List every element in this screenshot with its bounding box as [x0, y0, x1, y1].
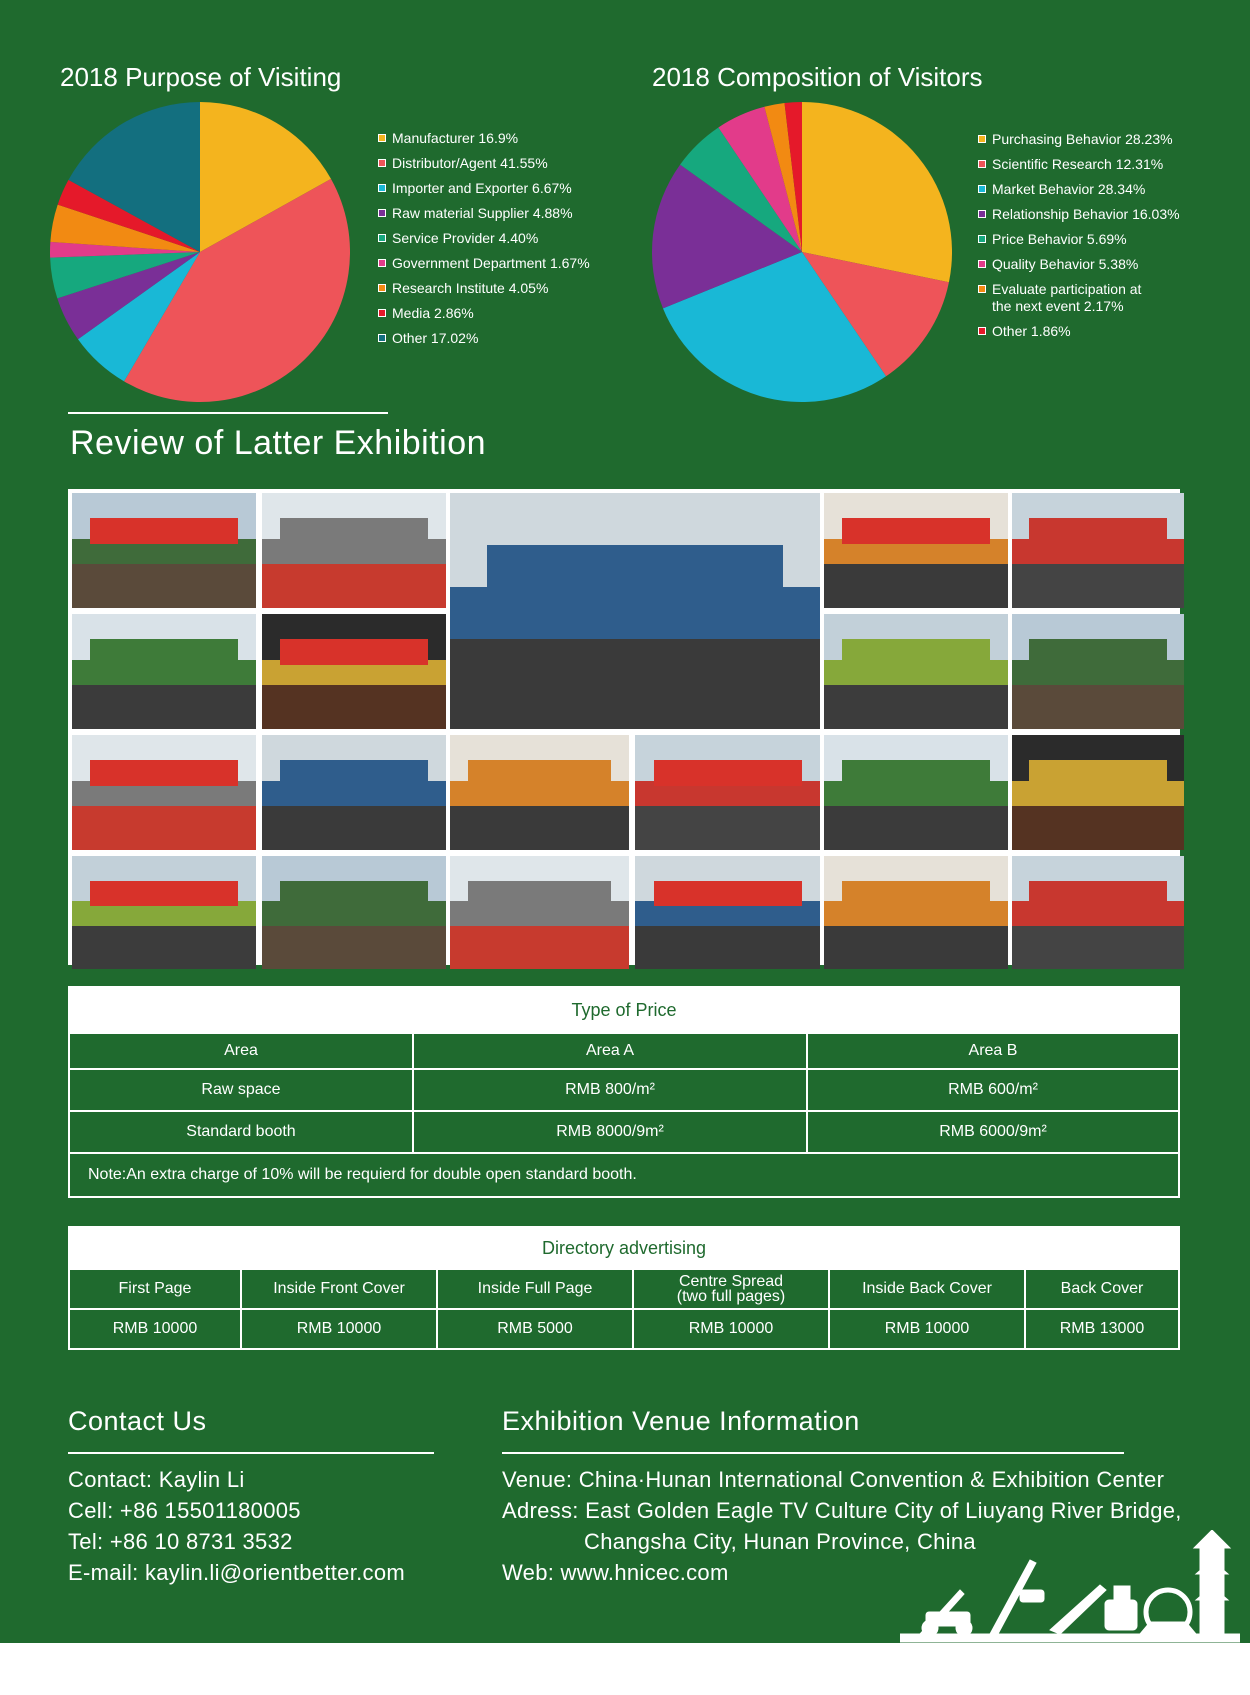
- legend2-swatch-0: [978, 135, 986, 143]
- photo-banner: [90, 639, 237, 664]
- photo-banner: [90, 518, 237, 543]
- legend1-label-1: Distributor/Agent 41.55%: [392, 155, 548, 171]
- exhibition-photo: [824, 493, 1008, 608]
- legend2-swatch-3: [978, 210, 986, 218]
- exhibition-photo: [1012, 856, 1184, 969]
- exhibition-photo: [72, 614, 256, 729]
- bottom-band: [0, 1643, 1250, 1695]
- photo-banner: [1029, 881, 1167, 906]
- exhibition-photo: [262, 735, 446, 850]
- photo-banner: [1029, 760, 1167, 785]
- legend2-swatch-7: [978, 327, 986, 335]
- photo-banner: [280, 518, 427, 543]
- directory-header: Inside Full Page: [437, 1269, 633, 1309]
- legend2-item-7: [978, 323, 1180, 340]
- directory-price: RMB 5000: [437, 1309, 633, 1349]
- legend1-swatch-2: [378, 184, 386, 192]
- photo-banner: [1029, 639, 1167, 664]
- directory-header-centre-main: Centre Spread: [678, 1273, 784, 1290]
- legend1-label-2: Importer and Exporter 6.67%: [392, 180, 572, 196]
- legend2-label-1: Scientific Research 12.31%: [992, 156, 1164, 172]
- exhibition-photo: [824, 735, 1008, 850]
- photo-crowd: [1012, 926, 1184, 969]
- exhibition-photo: [262, 614, 446, 729]
- price-note: Note:An extra charge of 10% will be requierd for double open standard booth.: [69, 1153, 1179, 1197]
- legend1-label-5: Government Department 1.67%: [392, 255, 590, 271]
- legend2-item-6: [978, 281, 1180, 315]
- legend1-item-3: [378, 205, 590, 222]
- directory-price: RMB 10000: [69, 1309, 241, 1349]
- photo-banner: [468, 881, 611, 906]
- legend2-label-4: Price Behavior 5.69%: [992, 231, 1127, 247]
- legend2-item-4: [978, 231, 1180, 248]
- legend1-swatch-7: [378, 309, 386, 317]
- photo-banner: [842, 639, 989, 664]
- legend2-label-3: Relationship Behavior 16.03%: [992, 206, 1180, 222]
- legend2-label-0: Purchasing Behavior 28.23%: [992, 131, 1173, 147]
- legend2-label-7: Other 1.86%: [992, 323, 1071, 339]
- price-row-label: Raw space: [69, 1069, 413, 1111]
- exhibition-photo: [450, 856, 629, 969]
- legend2-item-5: [978, 256, 1180, 273]
- legend-composition: [978, 131, 1180, 348]
- price-cell: RMB 800/m²: [413, 1069, 807, 1111]
- exhibition-photo: [824, 856, 1008, 969]
- directory-header: Back Cover: [1025, 1269, 1179, 1309]
- price-header-area-b: Area B: [807, 1033, 1179, 1069]
- photo-crowd: [450, 926, 629, 969]
- exhibition-photo-gallery: [68, 489, 1180, 965]
- venue-web[interactable]: Web: www.hnicec.com: [502, 1560, 729, 1585]
- photo-crowd: [450, 639, 820, 729]
- venue-address-2: Changsha City, Hunan Province, China: [584, 1529, 976, 1554]
- directory-header: Inside Back Cover: [829, 1269, 1025, 1309]
- exhibition-photo: [450, 493, 820, 729]
- photo-banner: [842, 760, 989, 785]
- legend2-swatch-1: [978, 160, 986, 168]
- exhibition-photo: [1012, 493, 1184, 608]
- garden-tools-illustration-icon: [900, 1530, 1240, 1650]
- legend1-label-6: Research Institute 4.05%: [392, 280, 549, 296]
- directory-price: RMB 10000: [241, 1309, 437, 1349]
- exhibition-photo: [72, 735, 256, 850]
- venue-title: Exhibition Venue Information: [502, 1406, 860, 1436]
- legend1-item-1: [378, 155, 590, 172]
- photo-crowd: [262, 564, 446, 608]
- directory-title: Directory advertising: [69, 1227, 1179, 1269]
- exhibition-photo: [450, 735, 629, 850]
- legend2-label-5: Quality Behavior 5.38%: [992, 256, 1139, 272]
- legend1-item-2: [378, 180, 590, 197]
- legend1-swatch-1: [378, 159, 386, 167]
- exhibition-photo: [824, 614, 1008, 729]
- photo-banner: [654, 881, 802, 906]
- venue-name: Venue: China·Hunan International Convention & Exhibition Center: [502, 1467, 1165, 1492]
- photo-crowd: [824, 806, 1008, 850]
- legend1-swatch-3: [378, 209, 386, 217]
- legend2-label-2: Market Behavior 28.34%: [992, 181, 1146, 197]
- legend1-label-4: Service Provider 4.40%: [392, 230, 539, 246]
- exhibition-photo: [1012, 614, 1184, 729]
- photo-banner: [1029, 518, 1167, 543]
- legend2-swatch-2: [978, 185, 986, 193]
- legend1-label-3: Raw material Supplier 4.88%: [392, 205, 573, 221]
- contact-rule: [68, 1452, 434, 1454]
- photo-crowd: [450, 806, 629, 850]
- exhibition-photo: [72, 493, 256, 608]
- price-cell: RMB 6000/9m²: [807, 1111, 1179, 1153]
- photo-banner: [468, 760, 611, 785]
- legend1-item-5: [378, 255, 590, 272]
- exhibition-photo: [262, 856, 446, 969]
- contact-tel: Tel: +86 10 8731 3532: [68, 1529, 293, 1554]
- legend-purpose: [378, 130, 590, 355]
- photo-banner: [842, 881, 989, 906]
- price-row-label: Standard booth: [69, 1111, 413, 1153]
- price-cell: RMB 8000/9m²: [413, 1111, 807, 1153]
- price-cell: RMB 600/m²: [807, 1069, 1179, 1111]
- legend1-swatch-8: [378, 334, 386, 342]
- pie-chart-composition: [642, 92, 962, 412]
- legend2-swatch-5: [978, 260, 986, 268]
- legend1-label-0: Manufacturer 16.9%: [392, 130, 519, 146]
- venue-rule: [502, 1452, 1124, 1454]
- legend1-swatch-4: [378, 234, 386, 242]
- legend1-swatch-0: [378, 134, 386, 142]
- review-title: Review of Latter Exhibition: [70, 424, 487, 462]
- legend2-item-2: [978, 181, 1180, 198]
- legend1-swatch-6: [378, 284, 386, 292]
- legend2-item-0: [978, 131, 1180, 148]
- legend2-swatch-4: [978, 235, 986, 243]
- legend1-swatch-5: [378, 259, 386, 267]
- photo-banner: [487, 545, 783, 597]
- exhibition-photo: [262, 493, 446, 608]
- photo-crowd: [635, 926, 820, 969]
- photo-crowd: [72, 926, 256, 969]
- directory-header-centre-spread: [633, 1269, 829, 1309]
- photo-banner: [842, 518, 989, 543]
- photo-banner: [280, 760, 427, 785]
- photo-banner: [280, 639, 427, 664]
- legend1-item-8: [378, 330, 590, 347]
- photo-banner: [90, 760, 237, 785]
- photo-banner: [90, 881, 237, 906]
- contact-name: Contact: Kaylin Li: [68, 1467, 245, 1492]
- legend2-item-1: [978, 156, 1180, 173]
- directory-header-centre-sub: (two full pages): [676, 1288, 786, 1305]
- directory-header: First Page: [69, 1269, 241, 1309]
- price-header-area-a: Area A: [413, 1033, 807, 1069]
- photo-crowd: [635, 806, 820, 850]
- review-rule: [68, 412, 388, 414]
- photo-banner: [654, 760, 802, 785]
- directory-price: RMB 13000: [1025, 1309, 1179, 1349]
- photo-crowd: [262, 926, 446, 969]
- chart-title-composition: 2018 Composition of Visitors: [652, 62, 983, 92]
- exhibition-photo: [635, 735, 820, 850]
- legend1-item-4: [378, 230, 590, 247]
- legend1-item-7: [378, 305, 590, 322]
- directory-price: RMB 10000: [829, 1309, 1025, 1349]
- directory-table: [68, 1226, 1180, 1350]
- contact-email[interactable]: E-mail: kaylin.li@orientbetter.com: [68, 1560, 405, 1585]
- legend1-label-7: Media 2.86%: [392, 305, 474, 321]
- photo-crowd: [72, 564, 256, 608]
- photo-crowd: [72, 685, 256, 729]
- photo-crowd: [1012, 685, 1184, 729]
- price-header-area: Area: [69, 1033, 413, 1069]
- pie2-slice-0: [802, 102, 952, 282]
- photo-crowd: [72, 806, 256, 850]
- contact-cell: Cell: +86 15501180005: [68, 1498, 301, 1523]
- legend2-swatch-6: [978, 285, 986, 293]
- photo-crowd: [824, 564, 1008, 608]
- chart-title-purpose: 2018 Purpose of Visiting: [60, 62, 342, 92]
- exhibition-photo: [1012, 735, 1184, 850]
- exhibition-photo: [72, 856, 256, 969]
- photo-crowd: [262, 806, 446, 850]
- legend1-label-8: Other 17.02%: [392, 330, 479, 346]
- legend2-item-3: [978, 206, 1180, 223]
- legend2-label-6: Evaluate participation at the next event 2.17%: [992, 281, 1142, 314]
- price-table: [68, 986, 1180, 1198]
- photo-crowd: [1012, 806, 1184, 850]
- directory-price: RMB 10000: [633, 1309, 829, 1349]
- venue-address-1: Adress: East Golden Eagle TV Culture City of Liuyang River Bridge,: [502, 1498, 1182, 1523]
- price-table-title: Type of Price: [69, 987, 1179, 1033]
- photo-crowd: [824, 685, 1008, 729]
- legend1-item-6: [378, 280, 590, 297]
- exhibition-photo: [635, 856, 820, 969]
- legend1-item-0: [378, 130, 590, 147]
- pie-chart-purpose: [40, 92, 360, 412]
- photo-crowd: [262, 685, 446, 729]
- directory-header: Inside Front Cover: [241, 1269, 437, 1309]
- photo-crowd: [824, 926, 1008, 969]
- photo-banner: [280, 881, 427, 906]
- contact-title: Contact Us: [68, 1406, 207, 1436]
- photo-crowd: [1012, 564, 1184, 608]
